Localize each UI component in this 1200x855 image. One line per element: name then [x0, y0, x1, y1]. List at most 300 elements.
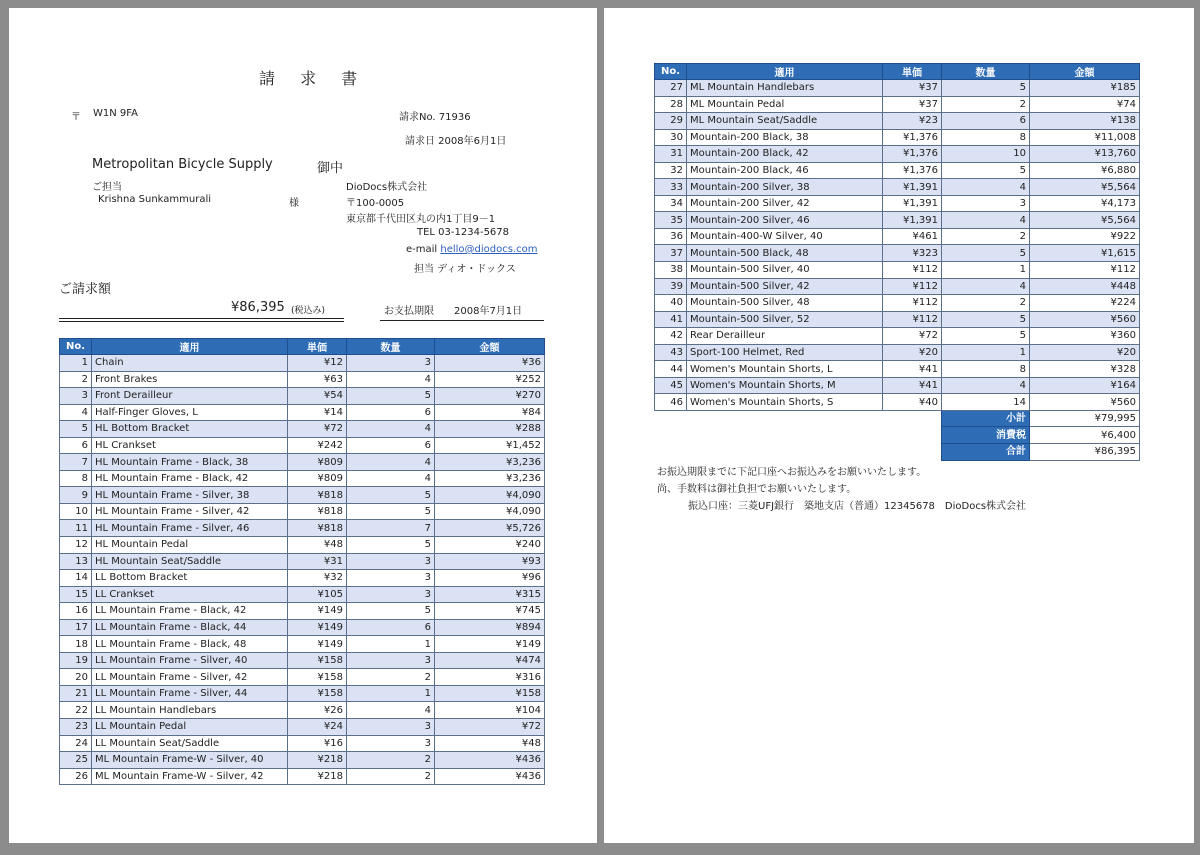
row-price: ¥809: [288, 454, 347, 471]
row-price: ¥31: [288, 553, 347, 570]
row-price: ¥112: [883, 278, 942, 295]
row-price: ¥149: [288, 603, 347, 620]
table-row: [60, 437, 545, 454]
row-amount: ¥360: [1030, 328, 1140, 345]
row-no: 28: [655, 96, 687, 113]
table-row: [60, 520, 545, 537]
row-no: 39: [655, 278, 687, 295]
row-qty: 2: [942, 228, 1030, 245]
row-no: 29: [655, 113, 687, 130]
row-amount: ¥316: [435, 669, 545, 686]
row-qty: 2: [942, 96, 1030, 113]
row-amount: ¥922: [1030, 228, 1140, 245]
row-no: 34: [655, 195, 687, 212]
col-price: 単価: [883, 64, 942, 80]
row-qty: 1: [942, 344, 1030, 361]
row-no: 12: [60, 537, 92, 554]
row-amount: ¥13,760: [1030, 146, 1140, 163]
row-amount: ¥328: [1030, 361, 1140, 378]
row-no: 6: [60, 437, 92, 454]
row-amount: ¥560: [1030, 394, 1140, 411]
row-qty: 3: [347, 735, 435, 752]
row-price: ¥818: [288, 487, 347, 504]
row-amount: ¥288: [435, 421, 545, 438]
row-amount: ¥72: [435, 719, 545, 736]
table-row: [60, 454, 545, 471]
row-price: ¥461: [883, 228, 942, 245]
items-table-page-1: [59, 338, 545, 785]
row-item: Mountain-500 Silver, 40: [687, 262, 883, 279]
row-amount: ¥6,880: [1030, 162, 1140, 179]
table-row: [60, 735, 545, 752]
bank-account: 振込口座：三菱UFJ銀行 築地支店（普通）12345678 DioDocs株式会社: [688, 501, 1027, 512]
row-item: Front Brakes: [92, 371, 288, 388]
table-row: [655, 245, 1140, 262]
row-qty: 4: [347, 702, 435, 719]
company-email-row: [406, 244, 538, 255]
table-row: [655, 162, 1140, 179]
attention-name: Krishna Sunkammurali: [98, 194, 212, 205]
row-item: ML Mountain Pedal: [687, 96, 883, 113]
table-row: [655, 262, 1140, 279]
row-qty: 2: [347, 768, 435, 785]
summary-value: ¥86,395: [1030, 444, 1140, 461]
table-row: [60, 487, 545, 504]
row-price: ¥1,391: [883, 179, 942, 196]
table-row: [60, 619, 545, 636]
row-item: HL Mountain Frame - Black, 42: [92, 470, 288, 487]
row-no: 33: [655, 179, 687, 196]
row-item: Half-Finger Gloves, L: [92, 404, 288, 421]
row-price: ¥12: [288, 355, 347, 372]
row-item: ML Mountain Frame-W - Silver, 40: [92, 752, 288, 769]
row-amount: ¥149: [435, 636, 545, 653]
row-item: ML Mountain Seat/Saddle: [687, 113, 883, 130]
row-price: ¥37: [883, 80, 942, 97]
row-no: 18: [60, 636, 92, 653]
staff-name: 担当 ディオ・ドックス: [414, 264, 516, 275]
table-row: [60, 421, 545, 438]
row-amount: ¥20: [1030, 344, 1140, 361]
postal-mark: 〒: [71, 112, 81, 123]
row-qty: 3: [347, 355, 435, 372]
summary-row: [655, 410, 1140, 427]
row-item: ML Mountain Handlebars: [687, 80, 883, 97]
due-underline: [380, 320, 544, 321]
row-qty: 1: [347, 636, 435, 653]
row-qty: 8: [942, 129, 1030, 146]
row-amount: ¥3,236: [435, 470, 545, 487]
row-qty: 5: [347, 603, 435, 620]
summary-value: ¥79,995: [1030, 410, 1140, 427]
row-item: HL Mountain Frame - Silver, 38: [92, 487, 288, 504]
row-qty: 3: [347, 570, 435, 587]
row-price: ¥41: [883, 377, 942, 394]
row-no: 22: [60, 702, 92, 719]
table-row: [60, 603, 545, 620]
row-item: Mountain-200 Black, 42: [687, 146, 883, 163]
row-amount: ¥1,452: [435, 437, 545, 454]
due-date: 2008年7月1日: [454, 306, 523, 317]
row-item: HL Mountain Frame - Silver, 46: [92, 520, 288, 537]
row-amount: ¥185: [1030, 80, 1140, 97]
invoice-page-1: [9, 8, 597, 843]
table-row: [60, 371, 545, 388]
row-no: 21: [60, 685, 92, 702]
row-item: Mountain-200 Silver, 46: [687, 212, 883, 229]
table-row: [60, 702, 545, 719]
row-price: ¥242: [288, 437, 347, 454]
row-qty: 5: [942, 328, 1030, 345]
table-row: [655, 377, 1140, 394]
row-qty: 4: [942, 377, 1030, 394]
attention-label: ご担当: [92, 182, 122, 193]
table-row: [60, 669, 545, 686]
table-row: [655, 195, 1140, 212]
row-price: ¥20: [883, 344, 942, 361]
row-qty: 5: [347, 503, 435, 520]
row-no: 4: [60, 404, 92, 421]
row-price: ¥1,376: [883, 146, 942, 163]
row-item: HL Bottom Bracket: [92, 421, 288, 438]
row-item: Women's Mountain Shorts, S: [687, 394, 883, 411]
col-qty: 数量: [347, 339, 435, 355]
table-row: [655, 113, 1140, 130]
table-row: [655, 394, 1140, 411]
row-item: HL Crankset: [92, 437, 288, 454]
row-qty: 5: [942, 245, 1030, 262]
row-qty: 4: [347, 454, 435, 471]
row-no: 37: [655, 245, 687, 262]
row-qty: 4: [347, 470, 435, 487]
row-no: 38: [655, 262, 687, 279]
table-row: [655, 228, 1140, 245]
row-no: 25: [60, 752, 92, 769]
table-row: [655, 311, 1140, 328]
row-qty: 3: [942, 195, 1030, 212]
row-no: 13: [60, 553, 92, 570]
company-address: 東京都千代田区丸の内1丁目9－1: [346, 214, 496, 225]
row-no: 15: [60, 586, 92, 603]
summary-spacer: [655, 410, 942, 427]
row-no: 31: [655, 146, 687, 163]
table-row: [60, 388, 545, 405]
summary-spacer: [655, 427, 942, 444]
row-price: ¥323: [883, 245, 942, 262]
row-qty: 4: [347, 421, 435, 438]
row-qty: 1: [942, 262, 1030, 279]
row-qty: 8: [942, 361, 1030, 378]
email-link[interactable]: hello@diodocs.com: [440, 244, 538, 255]
payment-note-1: お振込期限までに下記口座へお振込みをお願いいたします。: [657, 467, 927, 478]
row-no: 9: [60, 487, 92, 504]
row-no: 3: [60, 388, 92, 405]
row-price: ¥40: [883, 394, 942, 411]
row-no: 35: [655, 212, 687, 229]
row-item: LL Mountain Frame - Black, 44: [92, 619, 288, 636]
tax-included-note: (税込み): [291, 306, 326, 316]
row-price: ¥818: [288, 520, 347, 537]
row-no: 7: [60, 454, 92, 471]
row-item: Chain: [92, 355, 288, 372]
billing-amount: ¥86,395: [231, 300, 285, 315]
onchu-label: 御中: [317, 161, 344, 176]
row-qty: 6: [347, 404, 435, 421]
row-qty: 5: [942, 80, 1030, 97]
table-row: [60, 586, 545, 603]
row-qty: 4: [942, 278, 1030, 295]
customer-postal: W1N 9FA: [93, 108, 138, 119]
table-row: [60, 553, 545, 570]
row-item: LL Mountain Pedal: [92, 719, 288, 736]
row-price: ¥112: [883, 311, 942, 328]
row-price: ¥158: [288, 685, 347, 702]
row-no: 23: [60, 719, 92, 736]
row-price: ¥41: [883, 361, 942, 378]
row-item: LL Mountain Frame - Black, 48: [92, 636, 288, 653]
row-amount: ¥270: [435, 388, 545, 405]
row-item: ML Mountain Frame-W - Silver, 42: [92, 768, 288, 785]
invoice-date: 請求日 2008年6月1日: [405, 136, 507, 147]
row-qty: 10: [942, 146, 1030, 163]
row-item: LL Bottom Bracket: [92, 570, 288, 587]
table-row: [60, 503, 545, 520]
row-qty: 2: [347, 669, 435, 686]
row-item: Women's Mountain Shorts, L: [687, 361, 883, 378]
row-qty: 6: [942, 113, 1030, 130]
row-item: Mountain-500 Silver, 48: [687, 295, 883, 312]
table-row: [60, 719, 545, 736]
row-item: LL Mountain Frame - Silver, 42: [92, 669, 288, 686]
invoice-title: 請 求 書: [259, 69, 368, 88]
row-price: ¥16: [288, 735, 347, 752]
row-price: ¥37: [883, 96, 942, 113]
row-amount: ¥104: [435, 702, 545, 719]
row-price: ¥24: [288, 719, 347, 736]
row-no: 10: [60, 503, 92, 520]
row-price: ¥105: [288, 586, 347, 603]
row-price: ¥112: [883, 262, 942, 279]
row-amount: ¥560: [1030, 311, 1140, 328]
row-price: ¥23: [883, 113, 942, 130]
table-row: [655, 96, 1140, 113]
row-amount: ¥436: [435, 768, 545, 785]
row-item: Mountain-200 Black, 38: [687, 129, 883, 146]
row-amount: ¥164: [1030, 377, 1140, 394]
row-price: ¥1,376: [883, 129, 942, 146]
row-amount: ¥11,008: [1030, 129, 1140, 146]
col-item: 適用: [687, 64, 883, 80]
row-item: LL Crankset: [92, 586, 288, 603]
row-qty: 3: [347, 652, 435, 669]
table-row: [60, 752, 545, 769]
row-qty: 6: [347, 619, 435, 636]
summary-spacer: [655, 444, 942, 461]
row-item: Mountain-400-W Silver, 40: [687, 228, 883, 245]
row-price: ¥63: [288, 371, 347, 388]
company-postal: 〒100-0005: [346, 198, 405, 209]
row-amount: ¥138: [1030, 113, 1140, 130]
row-amount: ¥745: [435, 603, 545, 620]
row-amount: ¥112: [1030, 262, 1140, 279]
row-item: Rear Derailleur: [687, 328, 883, 345]
row-no: 20: [60, 669, 92, 686]
row-qty: 2: [942, 295, 1030, 312]
row-no: 17: [60, 619, 92, 636]
table-row: [655, 278, 1140, 295]
row-price: ¥14: [288, 404, 347, 421]
col-no: No.: [655, 64, 687, 80]
summary-label: 消費税: [942, 427, 1030, 444]
row-price: ¥72: [883, 328, 942, 345]
table-row: [60, 685, 545, 702]
row-item: HL Mountain Frame - Black, 38: [92, 454, 288, 471]
table-header: [655, 64, 1140, 80]
row-no: 1: [60, 355, 92, 372]
row-item: Front Derailleur: [92, 388, 288, 405]
row-item: Mountain-200 Silver, 38: [687, 179, 883, 196]
row-amount: ¥4,090: [435, 503, 545, 520]
row-price: ¥158: [288, 652, 347, 669]
row-amount: ¥252: [435, 371, 545, 388]
summary-value: ¥6,400: [1030, 427, 1140, 444]
row-no: 32: [655, 162, 687, 179]
col-item: 適用: [92, 339, 288, 355]
email-label: e-mail: [406, 244, 438, 255]
row-amount: ¥3,236: [435, 454, 545, 471]
sama-label: 様: [289, 198, 299, 209]
row-no: 36: [655, 228, 687, 245]
table-row: [60, 636, 545, 653]
row-price: ¥218: [288, 752, 347, 769]
invoice-page-2: [604, 8, 1194, 843]
row-price: ¥218: [288, 768, 347, 785]
row-no: 26: [60, 768, 92, 785]
row-no: 16: [60, 603, 92, 620]
table-row: [60, 404, 545, 421]
row-no: 30: [655, 129, 687, 146]
invoice-number: 請求No. 71936: [399, 112, 471, 123]
table-row: [655, 344, 1140, 361]
col-no: No.: [60, 339, 92, 355]
row-item: LL Mountain Handlebars: [92, 702, 288, 719]
summary-label: 合計: [942, 444, 1030, 461]
table-row: [655, 361, 1140, 378]
row-item: Women's Mountain Shorts, M: [687, 377, 883, 394]
table-row: [60, 355, 545, 372]
table-row: [655, 146, 1140, 163]
col-qty: 数量: [942, 64, 1030, 80]
row-amount: ¥48: [435, 735, 545, 752]
table-row: [655, 179, 1140, 196]
company-tel: TEL 03-1234-5678: [417, 227, 510, 238]
row-no: 44: [655, 361, 687, 378]
col-amount: 金額: [1030, 64, 1140, 80]
row-qty: 5: [942, 311, 1030, 328]
row-price: ¥48: [288, 537, 347, 554]
row-item: LL Mountain Frame - Silver, 44: [92, 685, 288, 702]
row-item: Mountain-500 Black, 48: [687, 245, 883, 262]
row-price: ¥809: [288, 470, 347, 487]
row-no: 42: [655, 328, 687, 345]
items-table-page-2: [654, 63, 1140, 461]
row-no: 2: [60, 371, 92, 388]
row-qty: 3: [347, 553, 435, 570]
summary-row: [655, 427, 1140, 444]
row-item: HL Mountain Seat/Saddle: [92, 553, 288, 570]
row-price: ¥818: [288, 503, 347, 520]
row-price: ¥158: [288, 669, 347, 686]
customer-name: Metropolitan Bicycle Supply: [92, 157, 273, 172]
row-amount: ¥5,564: [1030, 212, 1140, 229]
row-no: 11: [60, 520, 92, 537]
table-row: [60, 768, 545, 785]
row-amount: ¥894: [435, 619, 545, 636]
row-item: Sport-100 Helmet, Red: [687, 344, 883, 361]
table-header: [60, 339, 545, 355]
amount-underline: [59, 318, 344, 322]
row-amount: ¥93: [435, 553, 545, 570]
table-row: [60, 570, 545, 587]
row-no: 19: [60, 652, 92, 669]
row-amount: ¥4,090: [435, 487, 545, 504]
row-price: ¥54: [288, 388, 347, 405]
row-price: ¥1,376: [883, 162, 942, 179]
row-amount: ¥448: [1030, 278, 1140, 295]
row-amount: ¥224: [1030, 295, 1140, 312]
table-row: [60, 470, 545, 487]
row-amount: ¥436: [435, 752, 545, 769]
row-item: LL Mountain Frame - Black, 42: [92, 603, 288, 620]
row-qty: 2: [347, 752, 435, 769]
row-amount: ¥5,726: [435, 520, 545, 537]
row-qty: 5: [347, 388, 435, 405]
row-amount: ¥36: [435, 355, 545, 372]
row-no: 46: [655, 394, 687, 411]
row-no: 27: [655, 80, 687, 97]
row-amount: ¥158: [435, 685, 545, 702]
row-qty: 14: [942, 394, 1030, 411]
table-row: [60, 537, 545, 554]
row-amount: ¥4,173: [1030, 195, 1140, 212]
row-amount: ¥96: [435, 570, 545, 587]
row-qty: 7: [347, 520, 435, 537]
row-no: 40: [655, 295, 687, 312]
row-amount: ¥5,564: [1030, 179, 1140, 196]
row-price: ¥72: [288, 421, 347, 438]
summary-label: 小計: [942, 410, 1030, 427]
row-qty: 6: [347, 437, 435, 454]
col-price: 単価: [288, 339, 347, 355]
row-price: ¥149: [288, 619, 347, 636]
table-row: [655, 295, 1140, 312]
table-row: [655, 129, 1140, 146]
row-qty: 5: [942, 162, 1030, 179]
row-amount: ¥240: [435, 537, 545, 554]
row-amount: ¥84: [435, 404, 545, 421]
row-no: 5: [60, 421, 92, 438]
table-row: [655, 80, 1140, 97]
billing-amount-label: ご請求額: [59, 282, 112, 297]
row-item: HL Mountain Frame - Silver, 42: [92, 503, 288, 520]
col-amount: 金額: [435, 339, 545, 355]
row-qty: 5: [347, 487, 435, 504]
row-no: 45: [655, 377, 687, 394]
row-item: LL Mountain Frame - Silver, 40: [92, 652, 288, 669]
row-price: ¥32: [288, 570, 347, 587]
row-item: Mountain-500 Silver, 42: [687, 278, 883, 295]
row-qty: 1: [347, 685, 435, 702]
